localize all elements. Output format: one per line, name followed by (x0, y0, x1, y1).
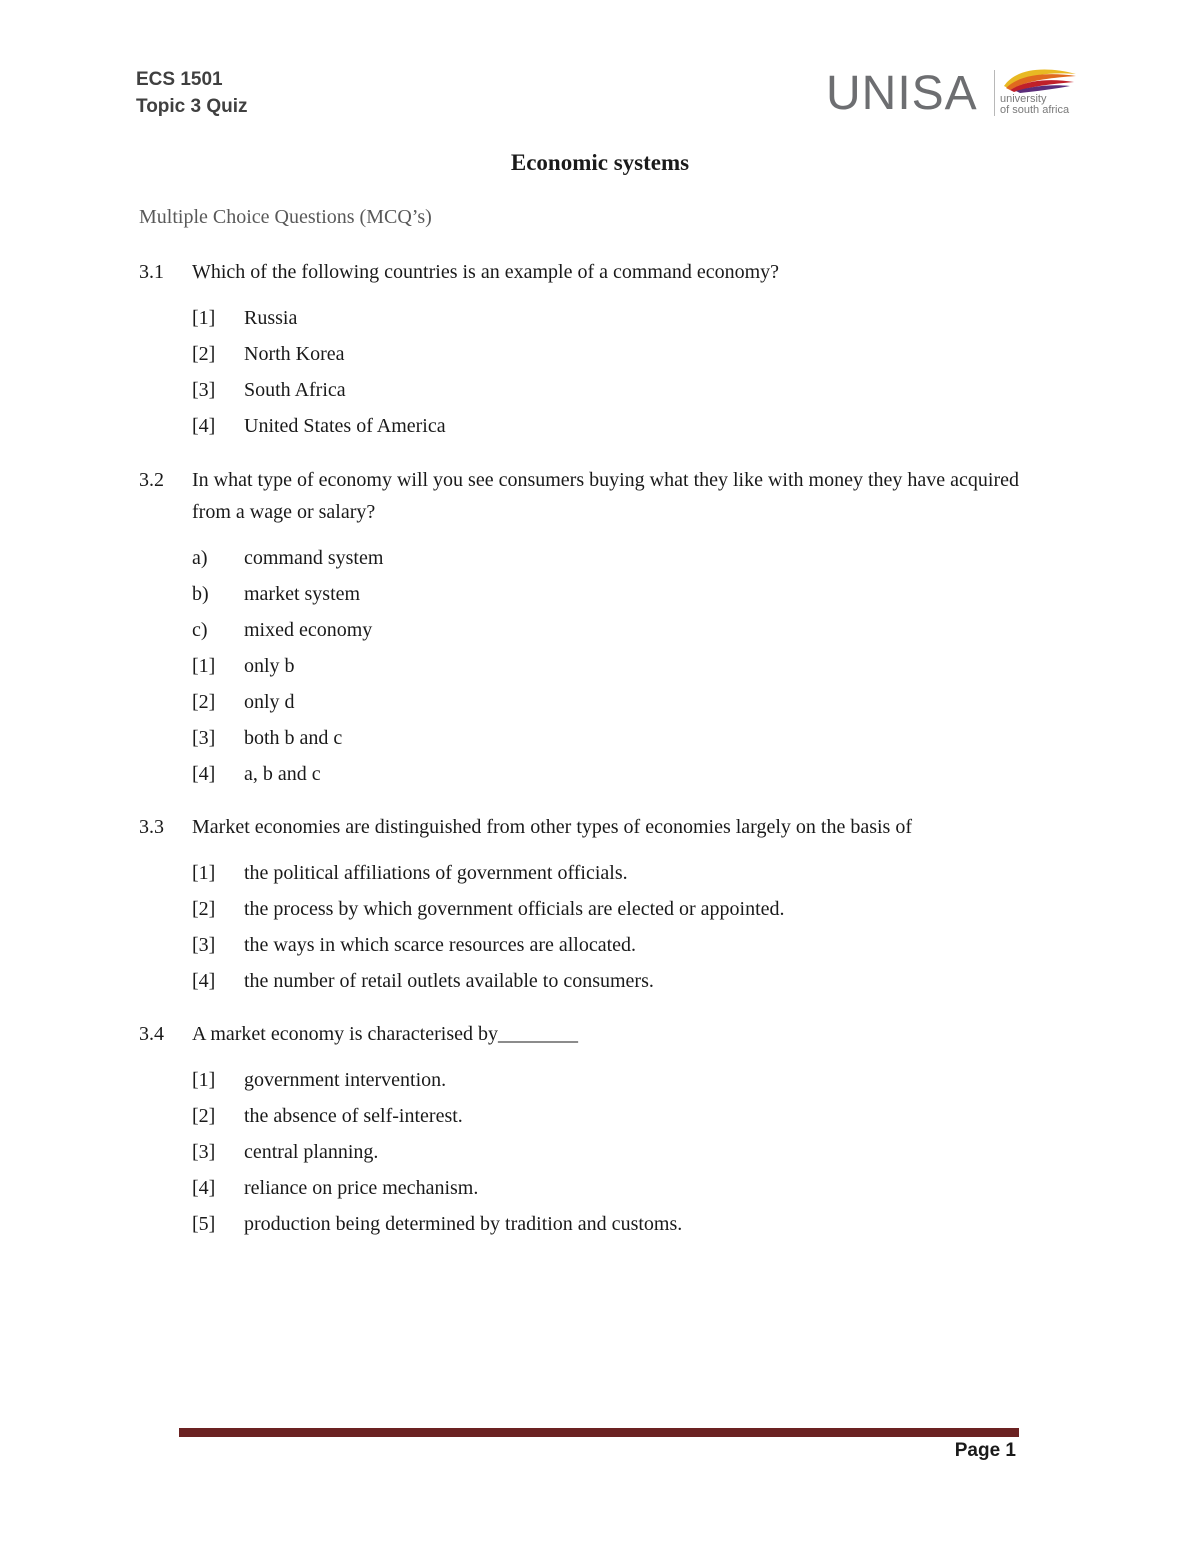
option-item: [4] a, b and c (192, 763, 321, 785)
question-3-2 (139, 464, 1039, 792)
option-item: a) command system (192, 547, 384, 569)
page-number: Page 1 (954, 1440, 1016, 1461)
logo-subtitle: university of south africa (1000, 93, 1070, 116)
option-item: [1] Russia (192, 307, 298, 329)
course-code: ECS 1501 (136, 69, 223, 90)
option-item: [5] production being determined by tradition and customs. (192, 1213, 683, 1235)
option-item: [2] only d (192, 691, 295, 713)
option-item: [3] the ways in which scarce resources are allocated. (192, 934, 637, 956)
option-item: [3] central planning. (192, 1141, 379, 1163)
swoosh-icon (998, 64, 1078, 94)
option-item: b) market system (192, 583, 361, 605)
question-3-1 (139, 256, 1039, 444)
option-list (192, 855, 1039, 999)
option-item: [4] the number of retail outlets available to consumers. (192, 970, 654, 992)
option-item: [1] government intervention. (192, 1069, 447, 1091)
option-item: [2] North Korea (192, 343, 345, 365)
option-list (192, 300, 1039, 444)
option-item: [4] United States of America (192, 415, 446, 437)
page-title: Economic systems (510, 150, 690, 175)
section-label: Multiple Choice Questions (MCQ’s) (139, 206, 432, 228)
question-text: In what type of economy will you see consumers buying what they like with money they have acquired from a wage or salary? (192, 469, 1020, 523)
option-item: [3] South Africa (192, 379, 346, 401)
option-item: [2] the absence of self-interest. (192, 1105, 463, 1127)
option-item: [1] the political affiliations of government officials. (192, 862, 628, 884)
question-text: Market economies are distinguished from other types of economies largely on the basis of (192, 816, 912, 838)
option-item: c) mixed economy (192, 619, 373, 641)
question-3-4 (139, 1018, 1039, 1242)
logo-wordmark: UNISA (826, 67, 978, 120)
footer-divider (179, 1428, 1019, 1437)
question-3-3 (139, 811, 1039, 999)
option-item: [3] both b and c (192, 727, 343, 749)
logo-divider (994, 70, 995, 116)
quiz-title: Topic 3 Quiz (136, 96, 248, 117)
option-list (192, 1062, 1039, 1242)
option-item: [2] the process by which government officials are elected or appointed. (192, 898, 785, 920)
question-number: 3.3 (139, 816, 164, 838)
question-text: A market economy is characterised by________ (192, 1023, 578, 1045)
option-item: [1] only b (192, 655, 295, 677)
document-header (136, 66, 248, 120)
option-list (192, 540, 1039, 792)
unisa-logo (826, 64, 1078, 122)
question-number: 3.2 (139, 469, 164, 491)
option-item: [4] reliance on price mechanism. (192, 1177, 479, 1199)
question-number: 3.1 (139, 261, 164, 283)
question-number: 3.4 (139, 1023, 164, 1045)
question-text: Which of the following countries is an example of a command economy? (192, 261, 780, 283)
